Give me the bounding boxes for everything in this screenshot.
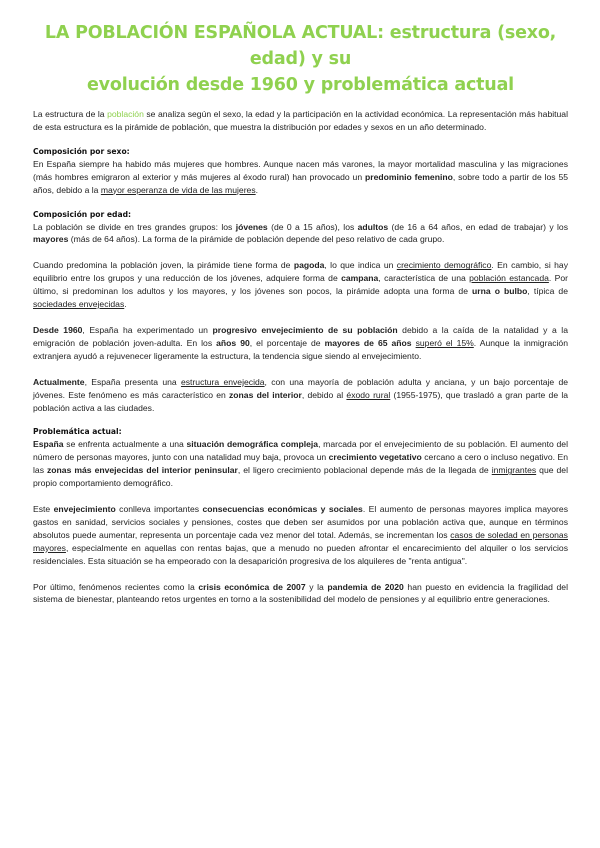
paragraph-sexo: En España siempre ha habido más mujeres que hombres. Aunque nacen más varones, la mayor mortalidad masculina y las migraciones (más hombres emigraron al exterior y más mujeres al éxodo rural) han provocado un predominio femenino, sobre todo a partir de los 55 años, debido a la mayor esperanza de vida de las mujeres.	[33, 158, 569, 195]
paragraph-problematica-situacion: España se enfrenta actualmente a una situación demográfica compleja, marcada por el envejecimiento de su población. El aumento del número de personas mayores, junto con una natalidad muy baja, provoca un crecimiento vegetativo cercano a cero o incluso negativo. En las zonas más envejecidas del interior peninsular, el ligero crecimiento poblacional depende más de la llegada de inmigrantes que del propio comportamiento demográfico.	[33, 439, 568, 489]
paragraph-edad-1960: Desde 1960, España ha experimentado un progresivo envejecimiento de su población debido a la caída de la natalidad y a la emigración de población joven-adulta. En los años 90, el porcentaje de mayores de 65 años superó el 15%. Aunque la inmigración extranjera ayudó a rejuvenecer ligeramente la estructura, la tendencia sigue siendo al envejecimiento.	[33, 324, 568, 361]
title-line-1: LA POBLACIÓN ESPAÑOLA ACTUAL: estructura (sexo, edad) y su	[44, 23, 557, 69]
paragraph-edad-grupos: La población se divide en tres grandes grupos: los jóvenes (de 0 a 15 años), los adultos (de 16 a 64 años, en edad de trabajar) y los mayores (más de 64 años). La forma de la pirámide de población depende del peso relativo de cada grupo.	[33, 221, 569, 245]
paragraph-problematica-consecuencias: Este envejecimiento conlleva importantes consecuencias económicas y sociales. El aumento de personas mayores implica mayores gastos en sanidad, servicios sociales y pensiones, costes que deben ser asumidos por una población activa que, aunque en términos absolutos puede aumentar, representa un porcentaje cada vez menor del total. Además, se incrementan los casos de soledad en personas mayores, especialmente en aquellas con rentas bajas, que a menudo no pueden afrontar el encarecimiento del alquiler o los servicios residenciales. Esta situación se ha empeorado con la desaparición progresiva de los alquileres de "renta antigua".	[33, 504, 568, 566]
heading-problematica-actual: Problemática actual:	[33, 427, 122, 437]
heading-composicion-edad: Composición por edad:	[33, 209, 132, 219]
paragraph-problematica-final: Por último, fenómenos recientes como la crisis económica de 2007 y la pandemia de 2020 han puesto en evidencia la fragilidad del sistema de bienestar, planteando retos urgentes en torno a la sostenibilidad del modelo de pensiones y al equilibrio entre generaciones.	[33, 581, 568, 605]
intro-paragraph: La estructura de la población se analiza según el sexo, la edad y la participación en la actividad económica. La representación más habitual de esta estructura es la pirámide de población, que muestra la distribución por edades y sexos en un año determinado.	[33, 109, 568, 132]
highlight-poblacion: población	[107, 109, 144, 119]
title-line-2: evolución desde 1960 y problemática actual	[87, 75, 514, 95]
document-title	[33, 20, 568, 98]
heading-composicion-sexo: Composición por sexo:	[33, 146, 130, 156]
paragraph-edad-piramides: Cuando predomina la población joven, la pirámide tiene forma de pagoda, lo que indica un crecimiento demográfico. En cambio, si hay equilibrio entre los grupos y una reducción de los jóvenes, adquiere forma de campana, característica de una población estancada. Por último, si predominan los adultos y los mayores, y los jóvenes son pocos, la pirámide adopta una forma de urna o bulbo, típica de sociedades envejecidas.	[33, 260, 568, 310]
paragraph-edad-actualmente: Actualmente, España presenta una estructura envejecida, con una mayoría de población adulta y anciana, y un bajo porcentaje de jóvenes. Este fenómeno es más característico en zonas del interior, debido al éxodo rural (1955-1975), que trasladó a gran parte de la población activa a las ciudades.	[33, 376, 569, 413]
